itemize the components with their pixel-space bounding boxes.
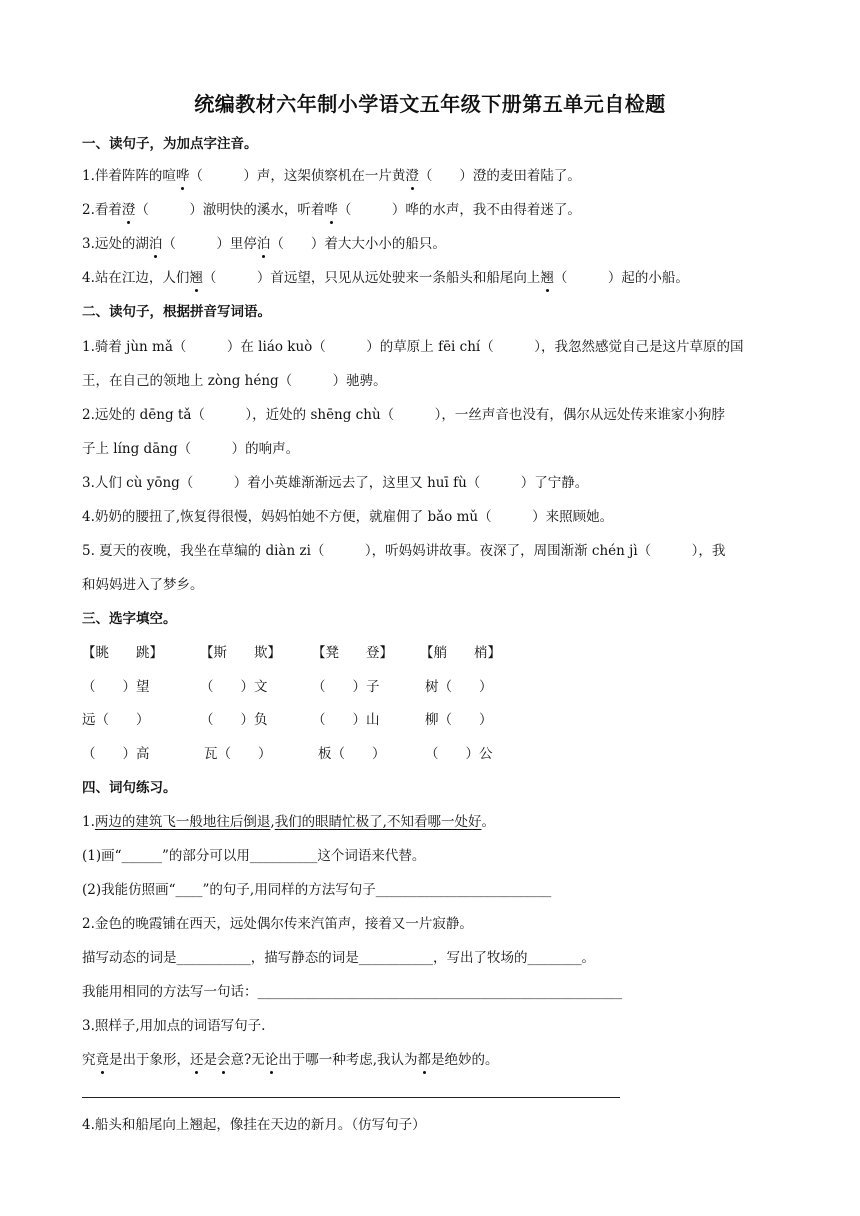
s2-line-5: 5. 夏天的夜晚，我坐在草编的 diàn zi（ ），听妈妈讲故事。夜深了，周围渐渐 chén jì（ ），我 bbox=[82, 543, 726, 559]
section-2-heading: 二、读句子，根据拼音写词语。 bbox=[82, 304, 271, 320]
s4-question-1a: (1)画“______”的部分可以用__________这个词语来代替。 bbox=[82, 848, 426, 864]
s2-line-1: 1.骑着 jùn mǎ（ ）在 liáo kuò（ ）的草原上 fēi chí（ ），我忽然感觉自己是这片草原的国 bbox=[82, 339, 744, 355]
answer-line bbox=[82, 1097, 620, 1098]
s1-line-2 bbox=[82, 200, 782, 220]
fill-item: （ ）子 bbox=[312, 679, 380, 695]
dotted-char: 都 bbox=[417, 1052, 432, 1068]
text: 意?无 bbox=[230, 1052, 265, 1068]
text: 是绝妙的。 bbox=[431, 1052, 499, 1068]
s4-question-2b: 我能用相同的方法写一句话：______________________________________________________ bbox=[82, 984, 622, 1000]
fill-item: 柳（ ） bbox=[425, 712, 493, 728]
text: 是出于象形， bbox=[109, 1052, 190, 1068]
char-group-1: 【眺 跳】 bbox=[82, 645, 163, 661]
text: 3.远处的湖 bbox=[82, 236, 149, 252]
text: （ ）哗的水声，我不由得着迷了。 bbox=[337, 202, 581, 218]
s4-question-2: 2.金色的晚霞铺在西天，远处偶尔传来汽笛声，接着又一片寂静。 bbox=[82, 916, 473, 932]
dotted-char: 哗 bbox=[324, 202, 338, 218]
s2-line-3: 3.人们 cù yōng（ ）着小英雄渐渐远去了，这里又 huī fù（ ）了宁静。 bbox=[82, 475, 589, 491]
s4-question-2a: 描写动态的词是___________，描写静态的词是___________，写出了牧场的________。 bbox=[82, 950, 595, 966]
s4-question-3-sample bbox=[82, 1050, 782, 1070]
s1-line-1 bbox=[82, 166, 782, 186]
text: （ ）着大大小小的船只。 bbox=[270, 236, 446, 252]
dotted-char: 论 bbox=[264, 1052, 279, 1068]
dotted-char: 翘 bbox=[540, 270, 554, 286]
text: 是 bbox=[203, 1052, 217, 1068]
underlined-phrase-2: 我们的眼睛忙极了,不知看哪一处好 bbox=[274, 814, 482, 830]
text: （ ）澈明快的溪水，听着 bbox=[135, 202, 325, 218]
dotted-char: 澄 bbox=[405, 168, 419, 184]
s2-line-2: 2.远处的 dēng tǎ（ ），近处的 shēng chù（ ），一丝声音也没有，偶尔从远处传来谁家小狗脖 bbox=[82, 407, 725, 423]
text: （ ）起的小船。 bbox=[553, 270, 689, 286]
dotted-char: 翘 bbox=[189, 270, 203, 286]
fill-item: 瓦（ ） bbox=[204, 746, 272, 762]
dotted-char: 泊 bbox=[148, 236, 163, 252]
text: （ ）声，这架侦察机在一片黄 bbox=[189, 168, 406, 184]
text: , bbox=[270, 814, 275, 830]
text: 2.看着 bbox=[82, 202, 122, 218]
s4-question-4: 4.船头和船尾向上翘起，像挂在天边的新月。（仿写句子） bbox=[82, 1117, 426, 1133]
char-group-4: 【艄 梢】 bbox=[420, 645, 501, 661]
s2-line-5b: 和妈妈进入了梦乡。 bbox=[82, 577, 204, 593]
dotted-char: 哗 bbox=[175, 168, 190, 184]
fill-item: （ ）文 bbox=[200, 679, 268, 695]
s2-line-2b: 子上 líng dāng（ ）的响声。 bbox=[82, 441, 300, 457]
fill-item: （ ）公 bbox=[425, 746, 493, 762]
text: （ ）里停 bbox=[162, 236, 257, 252]
dotted-char: 澄 bbox=[121, 202, 136, 218]
section-4-heading: 四、词句练习。 bbox=[82, 780, 177, 796]
fill-item: 树（ ） bbox=[425, 679, 493, 695]
text: 究 bbox=[82, 1052, 96, 1068]
text: 出于哪一种考虑,我认为 bbox=[278, 1052, 418, 1068]
text: 1.伴着阵阵的喧 bbox=[82, 168, 176, 184]
s1-line-3 bbox=[82, 234, 782, 254]
text: （ ）首远望，只见从远处驶来一条船头和船尾向上 bbox=[202, 270, 541, 286]
fill-item: （ ）山 bbox=[312, 712, 380, 728]
s4-question-1b: (2)我能仿照画“____”的句子,用同样的方法写句子__________________________ bbox=[82, 882, 552, 898]
s4-question-1 bbox=[82, 812, 782, 832]
page-title: 统编教材六年制小学语文五年级下册第五单元自检题 bbox=[194, 92, 666, 116]
s4-question-3: 3.照样子,用加点的词语写句子. bbox=[82, 1018, 266, 1034]
text: 1. bbox=[82, 814, 95, 830]
dotted-char: 还 bbox=[190, 1052, 204, 1068]
section-1-heading: 一、读句子，为加点字注音。 bbox=[82, 136, 258, 152]
dotted-char: 会 bbox=[217, 1052, 231, 1068]
s1-line-4 bbox=[82, 268, 782, 288]
text: （ ）澄的麦田着陆了。 bbox=[418, 168, 581, 184]
dotted-char: 泊 bbox=[256, 236, 271, 252]
text: 4.站在江边，人们 bbox=[82, 270, 190, 286]
fill-item: （ ）负 bbox=[200, 712, 268, 728]
char-group-3: 【凳 登】 bbox=[312, 645, 393, 661]
s2-line-4: 4.奶奶的腰扭了,恢复得很慢，妈妈怕她不方便，就雇佣了 bǎo mǔ（ ）来照顾她。 bbox=[82, 509, 614, 525]
section-3-heading: 三、选字填空。 bbox=[82, 611, 177, 627]
fill-item: （ ）望 bbox=[82, 679, 150, 695]
s2-line-1b: 王，在自己的领地上 zòng héng（ ）驰骋。 bbox=[82, 373, 387, 389]
fill-item: 板（ ） bbox=[318, 746, 386, 762]
fill-item: （ ）高 bbox=[82, 746, 150, 762]
dotted-char: 竟 bbox=[95, 1052, 109, 1068]
text: 。 bbox=[481, 814, 495, 830]
underlined-phrase-1: 两边的建筑飞一般地往后倒退 bbox=[94, 814, 271, 830]
char-group-2: 【斯 欺】 bbox=[200, 645, 281, 661]
fill-item: 远（ ） bbox=[82, 712, 150, 728]
